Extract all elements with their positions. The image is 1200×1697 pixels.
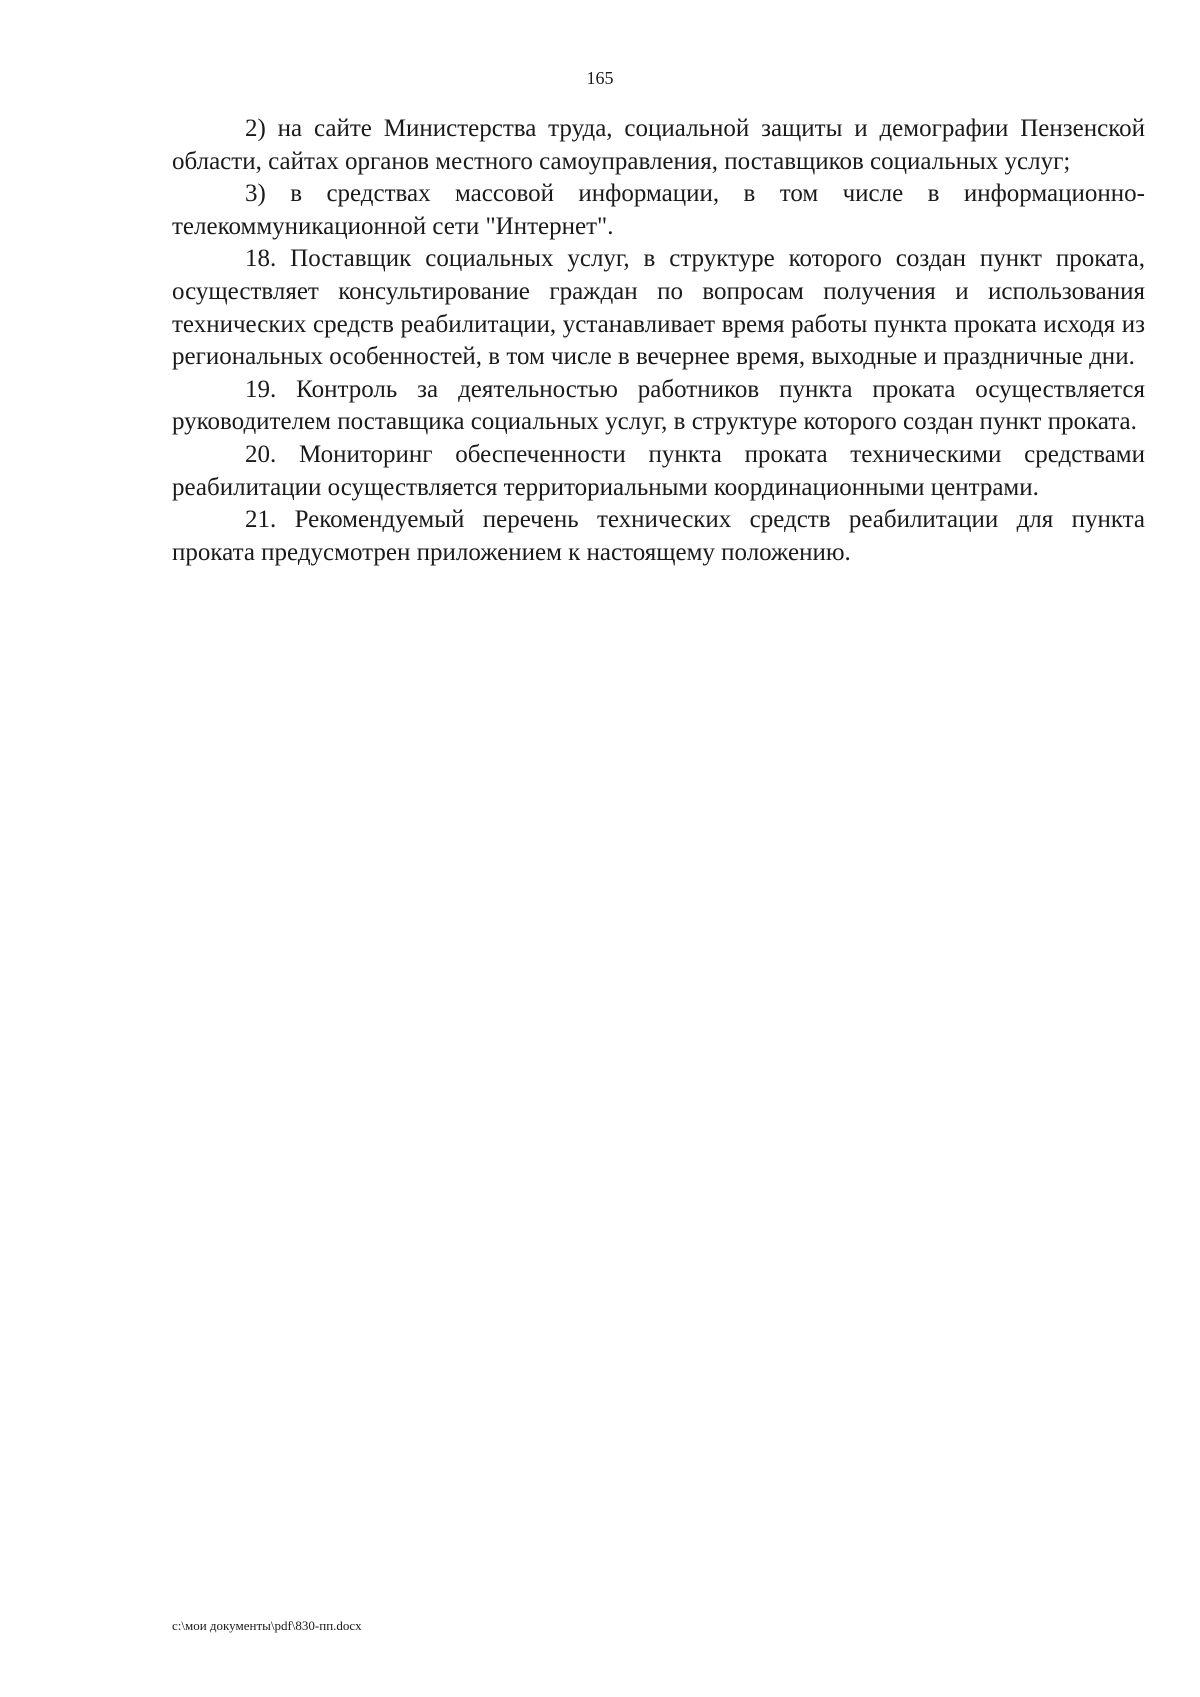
paragraph-item-2: 2) на сайте Министерства труда, социальной защиты и демографии Пензенской области, сайтах органов местного самоуправления, поставщиков социальных услуг; <box>172 115 1145 175</box>
page-number: 165 <box>586 68 614 88</box>
paragraph-21: 21. Рекомендуемый перечень технических средств реабилитации для пункта проката предусмотрен приложением к настоящему положению. <box>172 506 1145 566</box>
paragraph-18: 18. Поставщик социальных услуг, в структуре которого создан пункт проката, осуществляет консультирование граждан по вопросам получения и использования технических средств реабилитации, устанавливает время работы пункта проката исходя из региональных особенностей, в том числе в вечернее время, выходные и праздничные дни. <box>172 245 1145 371</box>
footer-file-path: c:\мои документы\pdf\830-пп.docx <box>172 1618 362 1633</box>
paragraph-19: 19. Контроль за деятельностью работников пункта проката осуществляется руководителем поставщика социальных услуг, в структуре которого создан пункт проката. <box>172 375 1145 436</box>
paragraph-item-3: 3) в средствах массовой информации, в том числе в информационно-телекоммуникационной сети "Интернет". <box>172 180 1145 240</box>
document-body <box>172 113 1145 569</box>
paragraph-20: 20. Мониторинг обеспеченности пункта проката техническими средствами реабилитации осуществляется территориальными координационными центрами. <box>172 440 1145 501</box>
